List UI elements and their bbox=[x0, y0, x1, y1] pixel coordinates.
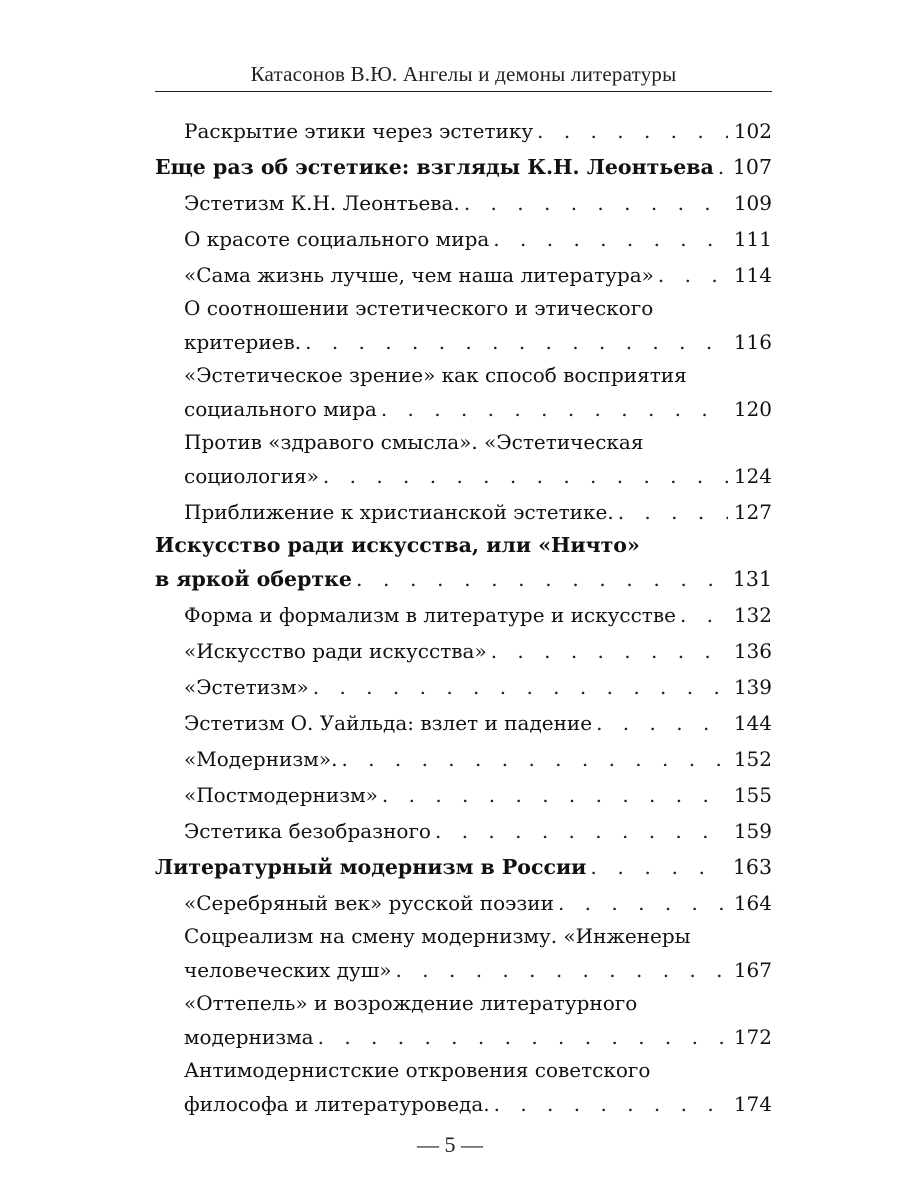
page-number: — 5 — bbox=[417, 1132, 483, 1157]
toc-entry-title: Еще раз об эстетике: взгляды К.Н. Леонтьева bbox=[155, 155, 714, 179]
toc-entry-title: модернизма bbox=[184, 1025, 314, 1049]
toc-entry-title: социология» bbox=[184, 464, 319, 488]
toc-page-number: 139 bbox=[733, 675, 772, 699]
toc-section bbox=[155, 597, 772, 633]
toc-entry-title: «Эстетизм» bbox=[184, 675, 309, 699]
toc-entry-title: критериев. bbox=[184, 330, 302, 354]
toc-entry-title: Искусство ради искусства, или «Ничто» bbox=[155, 533, 640, 557]
header-rule bbox=[155, 91, 772, 92]
toc-section bbox=[155, 113, 772, 149]
toc-section bbox=[155, 221, 772, 257]
toc-section bbox=[155, 257, 772, 293]
toc-section bbox=[155, 777, 772, 813]
dot-leader bbox=[323, 458, 728, 494]
toc-chapter bbox=[155, 849, 772, 885]
dot-leader bbox=[356, 561, 727, 597]
toc-page-number: 102 bbox=[733, 119, 772, 143]
toc-entry-title: Раскрытие этики через эстетику bbox=[184, 119, 534, 143]
toc-page-number: 144 bbox=[733, 711, 772, 735]
toc-entry-title: «Оттепель» и возрождение литературного bbox=[184, 991, 638, 1015]
toc-entry-title: Эстетизм К.Н. Леонтьева. bbox=[184, 191, 460, 215]
dot-leader bbox=[718, 149, 727, 185]
toc-page-number: 174 bbox=[733, 1092, 772, 1116]
toc-entry-title: Эстетизм О. Уайльда: взлет и падение bbox=[184, 711, 593, 735]
toc-entry-title: Форма и формализм в литературе и искусстве bbox=[184, 603, 676, 627]
dot-leader bbox=[537, 113, 728, 149]
toc-entry-title: Соцреализм на смену модернизму. «Инженеры bbox=[184, 924, 691, 948]
dot-leader bbox=[305, 324, 728, 360]
toc-section bbox=[155, 813, 772, 849]
dot-leader bbox=[658, 257, 728, 293]
dot-leader bbox=[382, 777, 728, 813]
dot-leader bbox=[491, 633, 728, 669]
toc-entry-title: «Модернизм». bbox=[184, 747, 338, 771]
toc-section bbox=[155, 427, 772, 494]
toc-entry-title: Антимодернистские откровения советского bbox=[184, 1058, 651, 1082]
dot-leader bbox=[435, 813, 728, 849]
toc-page-number: 124 bbox=[733, 464, 772, 488]
toc-page-number: 109 bbox=[733, 191, 772, 215]
toc-entry-title: «Сама жизнь лучше, чем наша литература» bbox=[184, 263, 654, 287]
toc-page-number: 172 bbox=[733, 1025, 772, 1049]
toc-section bbox=[155, 885, 772, 921]
toc-entry-title: Эстетика безобразного bbox=[184, 819, 431, 843]
dot-leader bbox=[313, 669, 728, 705]
toc-entry-title: философа и литературоведа. bbox=[184, 1092, 490, 1116]
toc-chapter bbox=[155, 149, 772, 185]
dot-leader bbox=[396, 952, 728, 988]
dot-leader bbox=[590, 849, 727, 885]
table-of-contents bbox=[155, 113, 772, 1122]
toc-page-number: 120 bbox=[733, 397, 772, 421]
toc-entry-title: «Искусство ради искусства» bbox=[184, 639, 487, 663]
toc-section bbox=[155, 705, 772, 741]
toc-section bbox=[155, 988, 772, 1055]
toc-section bbox=[155, 360, 772, 427]
toc-page-number: 152 bbox=[733, 747, 772, 771]
toc-section bbox=[155, 633, 772, 669]
toc-entry-title: Приближение к христианской эстетике. bbox=[184, 500, 614, 524]
toc-page-number: 164 bbox=[733, 891, 772, 915]
toc-section bbox=[155, 185, 772, 221]
toc-page-number: 116 bbox=[733, 330, 772, 354]
toc-section bbox=[155, 669, 772, 705]
toc-page-number: 136 bbox=[733, 639, 772, 663]
toc-page-number: 114 bbox=[733, 263, 772, 287]
dot-leader bbox=[464, 185, 728, 221]
toc-section bbox=[155, 1055, 772, 1122]
toc-entry-title: «Эстетическое зрение» как способ восприятия bbox=[184, 363, 687, 387]
toc-chapter bbox=[155, 530, 772, 597]
dot-leader bbox=[494, 1086, 728, 1122]
toc-entry-title: Против «здравого смысла». «Эстетическая bbox=[184, 430, 644, 454]
toc-page-number: 159 bbox=[733, 819, 772, 843]
toc-page-number: 127 bbox=[733, 500, 772, 524]
toc-page-number: 155 bbox=[733, 783, 772, 807]
toc-page-number: 111 bbox=[733, 227, 772, 251]
dot-leader bbox=[558, 885, 728, 921]
toc-page-number: 163 bbox=[732, 855, 772, 879]
toc-entry-title: «Постмодернизм» bbox=[184, 783, 378, 807]
running-header: Катасонов В.Ю. Ангелы и демоны литературы bbox=[250, 62, 677, 86]
dot-leader bbox=[493, 221, 728, 257]
toc-page-number: 107 bbox=[732, 155, 772, 179]
toc-entry-title: О красоте социального мира bbox=[184, 227, 490, 251]
dot-leader bbox=[596, 705, 728, 741]
toc-entry-title: социального мира bbox=[184, 397, 377, 421]
toc-entry-title: Литературный модернизм в России bbox=[155, 855, 587, 879]
toc-section bbox=[155, 494, 772, 530]
toc-entry-title: О соотношении эстетического и этического bbox=[184, 296, 654, 320]
toc-page-number: 131 bbox=[732, 567, 772, 591]
toc-section bbox=[155, 741, 772, 777]
dot-leader bbox=[680, 597, 728, 633]
toc-page-number: 167 bbox=[733, 958, 772, 982]
toc-section bbox=[155, 921, 772, 988]
dot-leader bbox=[318, 1019, 728, 1055]
dot-leader bbox=[381, 391, 728, 427]
toc-page-number: 132 bbox=[733, 603, 772, 627]
dot-leader bbox=[341, 741, 727, 777]
toc-entry-title: в яркой обертке bbox=[155, 567, 352, 591]
toc-entry-title: «Серебряный век» русской поэзии bbox=[184, 891, 554, 915]
toc-section bbox=[155, 293, 772, 360]
toc-entry-title: человеческих душ» bbox=[184, 958, 392, 982]
dot-leader bbox=[618, 494, 728, 530]
